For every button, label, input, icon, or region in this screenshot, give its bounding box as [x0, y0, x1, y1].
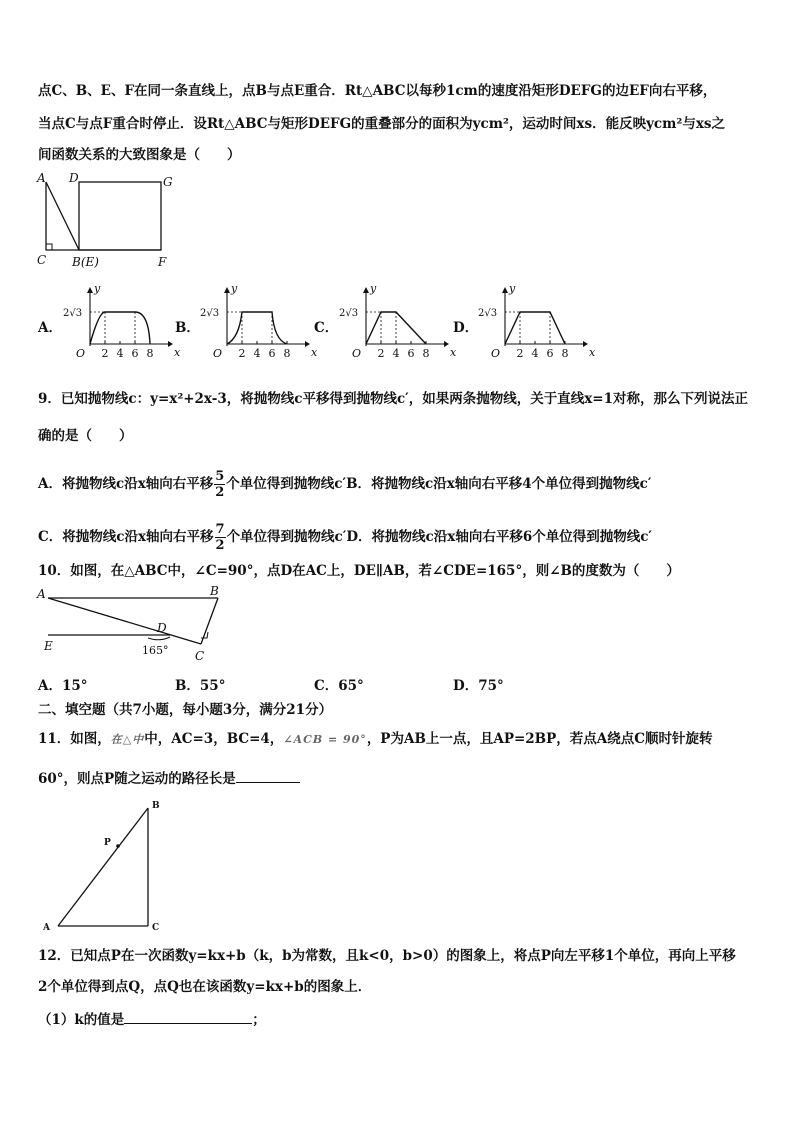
- x-tick-label-2: 2: [516, 347, 524, 360]
- q11-label-p: P: [104, 838, 111, 848]
- q11-pre: 11．如图，: [38, 731, 111, 747]
- q10-label-a: A: [37, 587, 46, 601]
- origin-label: O: [213, 347, 223, 360]
- q8-label-d: D: [69, 171, 79, 185]
- q12-text-line-2: 2个单位得到点Q，点Q也在该函数y=kx+b的图象上．: [38, 979, 372, 995]
- x-axis-arrow: [444, 341, 449, 347]
- q12-sub-1: （1）k的值是 ；: [38, 1009, 266, 1030]
- q9-option-c-post: 个单位得到抛物线c′D．将抛物线c沿x轴向右平移6个单位得到抛物线c′: [226, 529, 652, 545]
- area-curve: [227, 312, 287, 344]
- y-label: y: [231, 282, 238, 295]
- q12-sub-1-text: （1）k的值是: [38, 1012, 125, 1028]
- area-curve: [505, 312, 565, 344]
- q8-label-f: F: [158, 255, 167, 269]
- q8-text-line-2: 当点C与点F重合时停止．设Rt△ABC与矩形DEFG的重叠部分的面积为ycm²，运动时间xs．能反映ycm²与xs之: [38, 116, 725, 132]
- q8-label-c: C: [37, 253, 47, 267]
- peak-label: 2√3: [200, 308, 220, 319]
- q10-figure: [34, 584, 234, 668]
- q10-label-d: D: [157, 621, 167, 635]
- area-curve: [90, 312, 150, 344]
- q11-label-b: B: [152, 801, 160, 811]
- q11-math-image-1: 在△中: [110, 733, 145, 746]
- y-axis-arrow: [224, 287, 230, 293]
- q9-option-a-numerator: 5: [215, 469, 225, 484]
- q8-label-a: A: [37, 171, 46, 185]
- q10-angle-label: 165°: [142, 644, 169, 657]
- q10-choice-c: C．65°: [314, 678, 364, 694]
- q9-option-a-denominator: 2: [215, 485, 225, 500]
- q9-option-c-pre: C．将抛物线c沿x轴向右平移: [38, 529, 214, 545]
- q9-option-c-fraction: [215, 522, 226, 553]
- x-tick-label-6: 6: [546, 347, 554, 360]
- q11-answer-blank[interactable]: [236, 768, 300, 783]
- q12-answer-blank-1[interactable]: [124, 1009, 252, 1024]
- y-label: y: [370, 282, 377, 295]
- x-tick-label-8: 8: [561, 347, 569, 360]
- x-label: x: [450, 346, 457, 359]
- q8-figure: [34, 170, 184, 270]
- x-tick-label-4: 4: [531, 347, 539, 360]
- x-tick-label-6: 6: [407, 347, 415, 360]
- q11-mid: 中，AC=3，BC=4，: [144, 731, 284, 747]
- q11-math-image-2: ∠ACB = 90°: [283, 733, 367, 746]
- q11-text-line-2: [38, 768, 300, 789]
- q8-graph-d: [475, 282, 596, 360]
- x-tick-label-8: 8: [146, 347, 154, 360]
- x-tick-label-2: 2: [377, 347, 385, 360]
- y-axis-arrow: [363, 287, 369, 293]
- q8-label-be: B(E): [72, 255, 99, 269]
- y-label: y: [94, 282, 101, 295]
- x-tick-label-2: 2: [238, 347, 246, 360]
- q11-line-2-text: 60°，则点P随之运动的路径长是: [38, 771, 236, 787]
- q9-option-c-numerator: 7: [215, 522, 225, 537]
- x-tick-label-4: 4: [392, 347, 400, 360]
- q8-option-d-label: D．: [453, 320, 479, 336]
- peak-label: 2√3: [63, 308, 83, 319]
- q8-label-g: G: [163, 175, 173, 189]
- q10-text-line-1: 10．如图，在△ABC中，∠C=90°，点D在AC上，DE∥AB，若∠CDE=165°，则∠B的度数为（ ）: [38, 563, 680, 579]
- peak-label: 2√3: [478, 308, 498, 319]
- q11-text-line-1: [38, 729, 712, 750]
- q9-text-line-1: 9．已知抛物线c：y=x²+2x-3，将抛物线c平移得到抛物线c′，如果两条抛物线，关于直线x=1对称，那么下列说法正: [38, 391, 748, 407]
- q9-options-cd: [38, 522, 652, 553]
- x-tick-label-6: 6: [131, 347, 139, 360]
- y-axis-arrow: [502, 287, 508, 293]
- x-label: x: [589, 346, 596, 359]
- x-tick-label-4: 4: [253, 347, 261, 360]
- q9-text-line-2: 确的是（ ）: [38, 428, 133, 444]
- q10-label-e: E: [44, 639, 53, 653]
- q10-choice-a: A．15°: [38, 678, 88, 694]
- x-tick-label-2: 2: [101, 347, 109, 360]
- q10-label-b: B: [210, 584, 219, 598]
- x-tick-label-8: 8: [283, 347, 291, 360]
- q9-option-a-fraction: [214, 469, 225, 500]
- y-axis-arrow: [87, 287, 93, 293]
- q11-label-c: C: [152, 923, 160, 933]
- q9-option-a-post: 个单位得到抛物线c′B．将抛物线c沿x轴向右平移4个单位得到抛物线c′: [226, 476, 652, 492]
- q11-figure: [40, 798, 170, 938]
- q8-graph-a: [60, 282, 181, 360]
- section-2-title: 二、填空题（共7小题，每小题3分，满分21分）: [38, 702, 333, 718]
- x-tick-label-8: 8: [422, 347, 430, 360]
- x-label: x: [174, 346, 181, 359]
- q8-text-line-1: 点C、B、E、F在同一条直线上，点B与点E重合．Rt△ABC以每秒1cm的速度沿矩形DEFG的边EF向右平移，: [38, 83, 717, 99]
- q9-option-a-pre: A．将抛物线c沿x轴向右平移: [38, 476, 214, 492]
- q11-post: ，P为AB上一点，且AP=2BP，若点A绕点C顺时针旋转: [366, 731, 713, 747]
- peak-label: 2√3: [339, 308, 359, 319]
- q12-text-line-1: 12．已知点P在一次函数y=kx+b（k，b为常数，且k<0，b>0）的图象上，将点P向左平移1个单位，再向上平移: [38, 948, 736, 964]
- q10-choice-b: B．55°: [175, 678, 226, 694]
- y-label: y: [509, 282, 516, 295]
- q10-choice-d: D．75°: [453, 678, 504, 694]
- origin-label: O: [352, 347, 362, 360]
- x-tick-label-4: 4: [116, 347, 124, 360]
- q8-graph-c: [336, 282, 457, 360]
- origin-label: O: [76, 347, 86, 360]
- q8-graph-b: [197, 282, 318, 360]
- q8-option-c-label: C．: [314, 320, 339, 336]
- x-tick-label-6: 6: [268, 347, 276, 360]
- q8-option-a-label: A．: [38, 320, 62, 336]
- q9-option-c-denominator: 2: [215, 538, 225, 553]
- origin-label: O: [491, 347, 501, 360]
- q10-label-c: C: [195, 649, 205, 663]
- x-axis-arrow: [583, 341, 588, 347]
- x-label: x: [311, 346, 318, 359]
- x-axis-arrow: [168, 341, 173, 347]
- q8-text-line-3: 间函数关系的大致图象是（ ）: [38, 147, 241, 163]
- x-axis-arrow: [305, 341, 310, 347]
- q8-option-b-label: B．: [175, 320, 200, 336]
- q11-label-a: A: [43, 923, 50, 933]
- q9-options-ab: [38, 469, 651, 500]
